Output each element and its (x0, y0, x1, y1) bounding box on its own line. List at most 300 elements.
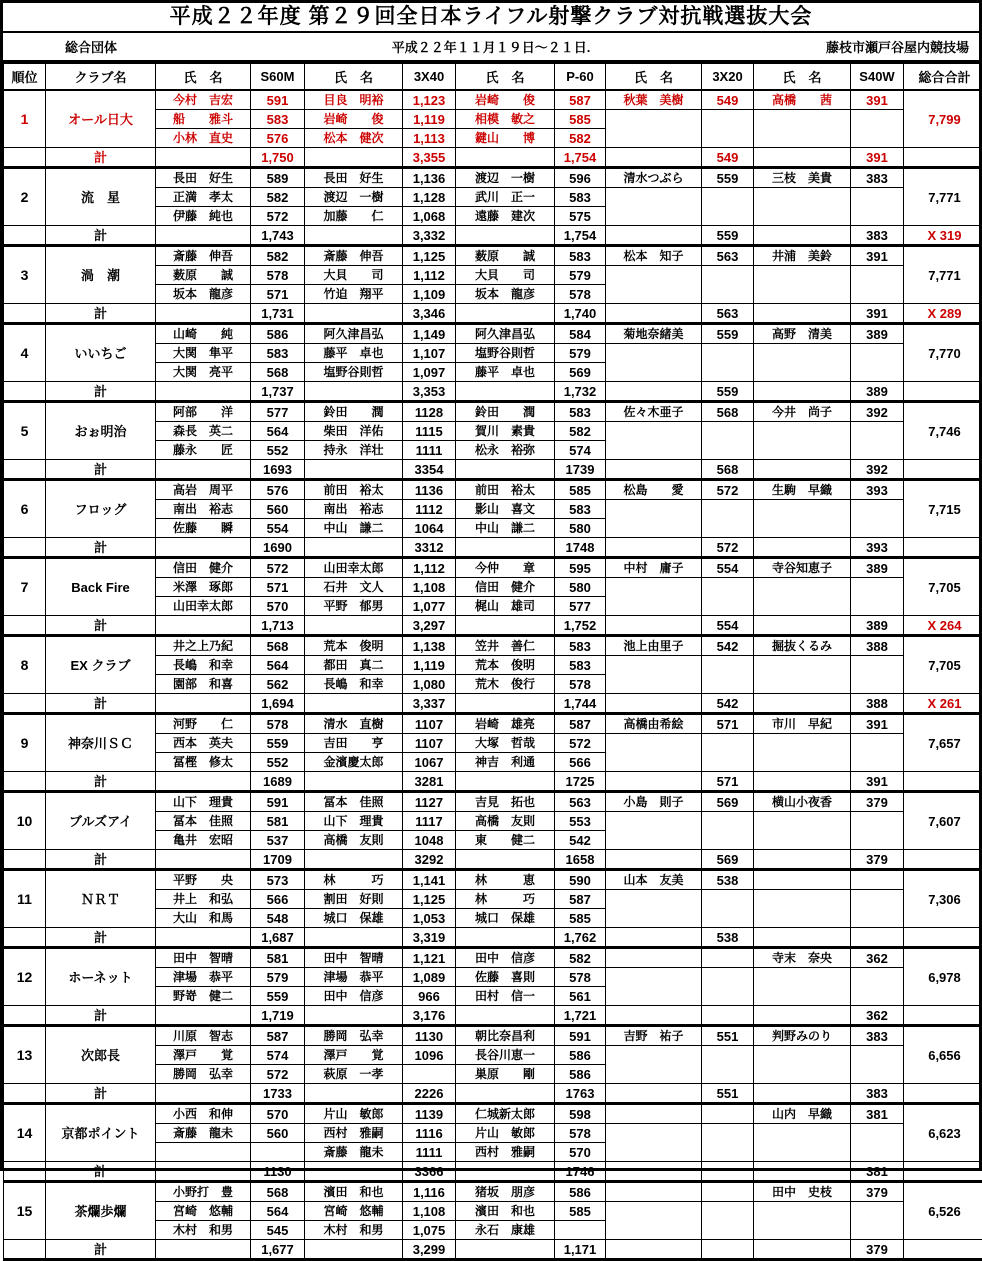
member-name-cell: 神吉 利通 (456, 753, 555, 772)
team-row (4, 558, 982, 578)
member-name-cell: 野嵜 健二 (156, 987, 251, 1006)
member-name-cell: 長嶋 和幸 (156, 656, 251, 675)
member-name-cell: 高橋 友則 (305, 831, 403, 850)
empty-score-cell (851, 500, 904, 538)
empty-name-cell (606, 422, 702, 460)
sum-spacer-cell (305, 928, 403, 948)
member-name-cell: 高橋 茜 (754, 90, 851, 110)
member-score-cell: 587 (251, 1026, 305, 1046)
sum-spacer-cell (456, 616, 555, 636)
sum-spacer-cell (156, 148, 251, 168)
club-name-cell: 渦 潮 (46, 246, 156, 304)
member-name-cell: 斎藤 龍未 (305, 1143, 403, 1162)
member-score-cell: 582 (251, 188, 305, 207)
member-score-cell: 1,136 (403, 168, 456, 188)
empty-name-cell (606, 344, 702, 382)
member-name-cell: 佐藤 喜則 (456, 968, 555, 987)
sum-score-cell: 1739 (555, 460, 606, 480)
grand-total-cell: 7,607 (904, 792, 982, 850)
empty-score-cell (851, 890, 904, 928)
empty-score-cell (702, 1202, 754, 1240)
team-sum-row (4, 460, 982, 480)
member-score-cell: 383 (851, 168, 904, 188)
sum-spacer-cell (305, 694, 403, 714)
sum-score-cell: 559 (702, 226, 754, 246)
sum-score-cell: 1763 (555, 1084, 606, 1104)
member-score-cell: 583 (555, 636, 606, 656)
sum-spacer-cell (606, 928, 702, 948)
member-score-cell: 362 (851, 948, 904, 968)
sum-spacer-cell (606, 616, 702, 636)
rank-spacer-cell (4, 1162, 46, 1182)
club-name-cell: 流 星 (46, 168, 156, 226)
sum-spacer-cell (754, 850, 851, 870)
member-score-cell: 578 (555, 968, 606, 987)
member-score-cell: 1,138 (403, 636, 456, 656)
member-name-cell: 大塚 哲哉 (456, 734, 555, 753)
member-score-cell: 579 (555, 266, 606, 285)
member-name-cell: 荒本 俊明 (305, 636, 403, 656)
empty-score-cell (702, 344, 754, 382)
sum-spacer-cell (456, 460, 555, 480)
member-name-cell: 井浦 美鈴 (754, 246, 851, 266)
member-score-cell: 1115 (403, 422, 456, 441)
member-name-cell: 阿久津昌弘 (456, 324, 555, 344)
empty-score-cell (851, 188, 904, 226)
member-name-cell: 岩崎 雄亮 (456, 714, 555, 734)
team-row (4, 1182, 982, 1202)
member-name-cell: 片山 敏郎 (305, 1104, 403, 1124)
empty-score-cell (851, 344, 904, 382)
sum-score-cell: 391 (851, 772, 904, 792)
member-score-cell: 585 (555, 110, 606, 129)
sum-label-cell: 計 (46, 1162, 156, 1182)
member-score-cell: 564 (251, 656, 305, 675)
member-name-cell: 市川 早紀 (754, 714, 851, 734)
team-sum-row (4, 304, 982, 324)
empty-name-cell (754, 266, 851, 304)
rank-cell: 13 (4, 1026, 46, 1084)
team-sum-row (4, 1006, 982, 1026)
member-score-cell: 568 (251, 1182, 305, 1202)
member-name-cell: 都田 真二 (305, 656, 403, 675)
empty-name-cell (754, 812, 851, 850)
sum-spacer-cell (456, 1084, 555, 1104)
member-name-cell: 竹迫 翔平 (305, 285, 403, 304)
empty-score-cell (702, 656, 754, 694)
sum-label-cell: 計 (46, 772, 156, 792)
sum-score-cell: 3312 (403, 538, 456, 558)
member-score-cell: 569 (702, 792, 754, 812)
member-score-cell: 554 (251, 519, 305, 538)
member-score-cell: 1,112 (403, 266, 456, 285)
empty-name-cell (754, 1124, 851, 1162)
member-name-cell: 井之上乃紀 (156, 636, 251, 656)
sum-spacer-cell (754, 304, 851, 324)
sum-score-cell: 1,713 (251, 616, 305, 636)
member-name-cell: 高橋 友則 (456, 812, 555, 831)
sum-spacer-cell (305, 850, 403, 870)
member-name-cell: 渡辺 一樹 (305, 188, 403, 207)
x-count-cell (904, 382, 982, 402)
sum-spacer-cell (456, 1006, 555, 1026)
sum-score-cell: 3,319 (403, 928, 456, 948)
member-name-cell: 吉見 拓也 (456, 792, 555, 812)
column-header-3x40: 3X40 (403, 63, 456, 90)
sum-score-cell: 1725 (555, 772, 606, 792)
member-name-cell: 坂本 龍彦 (456, 285, 555, 304)
member-name-cell: 長田 好生 (156, 168, 251, 188)
empty-name-cell (606, 500, 702, 538)
member-name-cell: 小林 直史 (156, 129, 251, 148)
member-score-cell: 583 (251, 344, 305, 363)
empty-name-cell (606, 1046, 702, 1084)
member-name-cell: 横山小夜香 (754, 792, 851, 812)
member-name-cell: 米澤 琢郎 (156, 578, 251, 597)
member-name-cell: 岩崎 俊 (305, 110, 403, 129)
sum-score-cell: 1,743 (251, 226, 305, 246)
club-name-cell: 茶爛歩爛 (46, 1182, 156, 1240)
empty-score-cell (702, 188, 754, 226)
empty-name-cell (606, 656, 702, 694)
member-score-cell: 577 (555, 597, 606, 616)
member-name-cell: 坂本 龍彦 (156, 285, 251, 304)
member-score-cell: 571 (251, 285, 305, 304)
member-score-cell: 560 (251, 1124, 305, 1143)
sum-score-cell: 3,297 (403, 616, 456, 636)
member-score-cell: 571 (251, 578, 305, 597)
sum-spacer-cell (456, 1162, 555, 1182)
sum-spacer-cell (456, 148, 555, 168)
sum-score-cell: 1,744 (555, 694, 606, 714)
member-score-cell: 566 (555, 753, 606, 772)
rank-cell: 6 (4, 480, 46, 538)
member-name-cell: 中山 謙二 (456, 519, 555, 538)
sum-spacer-cell (754, 1006, 851, 1026)
sum-score-cell: 393 (851, 538, 904, 558)
team-row (4, 168, 982, 188)
sum-spacer-cell (305, 1240, 403, 1260)
member-score-cell: 548 (251, 909, 305, 928)
rank-spacer-cell (4, 382, 46, 402)
member-score-cell: 379 (851, 1182, 904, 1202)
sum-spacer-cell (456, 850, 555, 870)
rank-cell: 7 (4, 558, 46, 616)
grand-total-cell: 7,746 (904, 402, 982, 460)
team-sum-row (4, 928, 982, 948)
sum-score-cell: 389 (851, 382, 904, 402)
empty-score-cell (851, 110, 904, 148)
member-name-cell: 冨本 佳照 (305, 792, 403, 812)
team-sum-row (4, 1240, 982, 1260)
event-date: 平成２２年１１月１９日～２１日. (263, 37, 719, 56)
column-header-name-2: 氏 名 (305, 63, 403, 90)
grand-total-cell: 7,705 (904, 636, 982, 694)
sum-score-cell: 563 (702, 304, 754, 324)
member-score-cell: 596 (555, 168, 606, 188)
member-name-cell: 濱田 和也 (456, 1202, 555, 1221)
empty-name-cell (754, 578, 851, 616)
empty-name-cell (606, 890, 702, 928)
member-name-cell: 佐々木亜子 (606, 402, 702, 422)
member-score-cell: 586 (555, 1182, 606, 1202)
sum-score-cell: 1,754 (555, 148, 606, 168)
rank-spacer-cell (4, 1240, 46, 1260)
empty-score-cell (851, 656, 904, 694)
member-score-cell: 1,149 (403, 324, 456, 344)
header-row (4, 63, 982, 90)
member-name-cell: 荒本 俊明 (456, 656, 555, 675)
member-score-cell (702, 1104, 754, 1124)
team-sum-row (4, 148, 982, 168)
team-sum-row (4, 772, 982, 792)
member-score-cell: 566 (251, 890, 305, 909)
sum-spacer-cell (606, 382, 702, 402)
member-name-cell: 澤戸 覚 (305, 1046, 403, 1065)
sum-score-cell: 379 (851, 850, 904, 870)
results-table-body (4, 90, 982, 1260)
x-count-cell (904, 1006, 982, 1026)
member-score-cell: 388 (851, 636, 904, 656)
member-score-cell: 583 (555, 188, 606, 207)
member-name-cell: 影山 喜文 (456, 500, 555, 519)
sum-spacer-cell (754, 460, 851, 480)
member-name-cell: 高橋由希絵 (606, 714, 702, 734)
member-name-cell: 藤平 卓也 (456, 363, 555, 382)
x-count-cell: X 264 (904, 616, 982, 636)
sum-spacer-cell (456, 304, 555, 324)
sum-score-cell: 1,762 (555, 928, 606, 948)
member-name-cell: 永石 康雄 (456, 1221, 555, 1240)
member-name-cell: 山崎 純 (156, 324, 251, 344)
sum-label-cell: 計 (46, 616, 156, 636)
sum-score-cell: 3,299 (403, 1240, 456, 1260)
sum-label-cell: 計 (46, 538, 156, 558)
member-score-cell: 561 (555, 987, 606, 1006)
sum-spacer-cell (754, 928, 851, 948)
member-score-cell (555, 1221, 606, 1240)
member-name-cell: 大関 亮平 (156, 363, 251, 382)
member-score-cell: 1,121 (403, 948, 456, 968)
member-score-cell: 1,053 (403, 909, 456, 928)
empty-score-cell (702, 1046, 754, 1084)
member-name-cell: 信田 健介 (156, 558, 251, 578)
club-name-cell: いいちご (46, 324, 156, 382)
member-name-cell: 林 巧 (305, 870, 403, 890)
empty-name-cell (754, 422, 851, 460)
member-score-cell: 393 (851, 480, 904, 500)
member-score-cell: 381 (851, 1104, 904, 1124)
member-score-cell: 564 (251, 1202, 305, 1221)
member-name-cell: 山田幸太郎 (156, 597, 251, 616)
member-name-cell: 高野 清美 (754, 324, 851, 344)
team-sum-row (4, 382, 982, 402)
member-name-cell: 冨樫 修太 (156, 753, 251, 772)
sum-score-cell: 1,754 (555, 226, 606, 246)
member-name-cell: 薮原 誠 (156, 266, 251, 285)
member-name-cell: 高岩 周平 (156, 480, 251, 500)
sum-score-cell: 568 (702, 460, 754, 480)
rank-spacer-cell (4, 616, 46, 636)
member-name-cell: 山田幸太郎 (305, 558, 403, 578)
member-score-cell: 587 (555, 90, 606, 110)
empty-name-cell (754, 110, 851, 148)
member-name-cell: 長嶋 和幸 (305, 675, 403, 694)
member-score-cell: 589 (251, 168, 305, 188)
member-name-cell: 梶山 雄司 (456, 597, 555, 616)
sum-label-cell: 計 (46, 148, 156, 168)
member-score-cell: 1096 (403, 1046, 456, 1065)
member-score-cell: 1136 (403, 480, 456, 500)
member-name-cell: 田中 信彦 (305, 987, 403, 1006)
sum-score-cell: 1693 (251, 460, 305, 480)
member-name-cell: 松島 愛 (606, 480, 702, 500)
member-name-cell: 判野みのり (754, 1026, 851, 1046)
sum-spacer-cell (754, 148, 851, 168)
sum-spacer-cell (156, 928, 251, 948)
sum-score-cell: 1689 (251, 772, 305, 792)
member-name-cell: 今村 吉宏 (156, 90, 251, 110)
sum-spacer-cell (606, 850, 702, 870)
sum-spacer-cell (606, 694, 702, 714)
team-row (4, 246, 982, 266)
member-score-cell: 586 (555, 1065, 606, 1084)
member-name-cell: 渡辺 一樹 (456, 168, 555, 188)
rank-cell: 9 (4, 714, 46, 772)
sum-spacer-cell (305, 226, 403, 246)
sum-label-cell: 計 (46, 694, 156, 714)
empty-score-cell (702, 500, 754, 538)
member-name-cell: 林 巧 (456, 890, 555, 909)
sum-score-cell: 569 (702, 850, 754, 870)
sum-score-cell: 1,719 (251, 1006, 305, 1026)
member-score-cell: 572 (702, 480, 754, 500)
grand-total-cell: 7,705 (904, 558, 982, 616)
sum-score-cell: 1,677 (251, 1240, 305, 1260)
member-score-cell: 562 (251, 675, 305, 694)
member-score-cell: 1139 (403, 1104, 456, 1124)
member-score-cell: 1048 (403, 831, 456, 850)
sub-header (3, 33, 979, 62)
member-name-cell: 佐藤 瞬 (156, 519, 251, 538)
sum-label-cell: 計 (46, 1240, 156, 1260)
member-score-cell: 572 (251, 1065, 305, 1084)
member-score-cell: 583 (555, 500, 606, 519)
empty-name-cell (754, 656, 851, 694)
member-score-cell: 1,097 (403, 363, 456, 382)
sum-spacer-cell (156, 850, 251, 870)
sum-score-cell: 1,750 (251, 148, 305, 168)
member-score-cell: 554 (702, 558, 754, 578)
sum-label-cell: 計 (46, 382, 156, 402)
member-score-cell: 570 (251, 597, 305, 616)
member-score-cell: 560 (251, 500, 305, 519)
sum-score-cell: 1746 (555, 1162, 606, 1182)
rank-spacer-cell (4, 148, 46, 168)
member-score-cell: 551 (702, 1026, 754, 1046)
member-score-cell: 578 (555, 285, 606, 304)
member-score-cell: 966 (403, 987, 456, 1006)
rank-spacer-cell (4, 460, 46, 480)
member-name-cell: 柴田 洋佑 (305, 422, 403, 441)
empty-name-cell (606, 578, 702, 616)
grand-total-cell: 7,770 (904, 324, 982, 382)
empty-score-cell (702, 578, 754, 616)
member-name-cell: 勝岡 弘幸 (305, 1026, 403, 1046)
member-name-cell: 南出 裕志 (305, 500, 403, 519)
member-score-cell: 583 (555, 656, 606, 675)
sum-spacer-cell (305, 616, 403, 636)
x-count-cell (904, 772, 982, 792)
rank-spacer-cell (4, 928, 46, 948)
sum-spacer-cell (754, 694, 851, 714)
x-count-cell (904, 460, 982, 480)
member-score-cell: 568 (251, 363, 305, 382)
member-name-cell: 吉野 祐子 (606, 1026, 702, 1046)
sum-score-cell: 572 (702, 538, 754, 558)
member-name-cell: 鈴田 潤 (456, 402, 555, 422)
rank-cell: 2 (4, 168, 46, 226)
member-score-cell: 580 (555, 578, 606, 597)
member-name-cell: 塩野谷則哲 (305, 363, 403, 382)
member-score-cell: 579 (251, 968, 305, 987)
member-score-cell: 563 (555, 792, 606, 812)
member-name-cell: 猪坂 朋彦 (456, 1182, 555, 1202)
empty-score-cell (702, 266, 754, 304)
rank-cell: 10 (4, 792, 46, 850)
sum-spacer-cell (606, 772, 702, 792)
sum-score-cell: 3,353 (403, 382, 456, 402)
team-sum-row (4, 1162, 982, 1182)
sum-spacer-cell (305, 460, 403, 480)
member-name-cell: 西本 英夫 (156, 734, 251, 753)
member-name-cell: 中山 謙二 (305, 519, 403, 538)
sum-score-cell: 1,732 (555, 382, 606, 402)
member-score-cell: 552 (251, 441, 305, 460)
sum-spacer-cell (156, 772, 251, 792)
member-name-cell: 賀川 素貴 (456, 422, 555, 441)
empty-name-cell (606, 266, 702, 304)
member-name-cell: 田中 智晴 (305, 948, 403, 968)
sum-spacer-cell (305, 1162, 403, 1182)
member-score-cell: 1,113 (403, 129, 456, 148)
member-name-cell: 石井 文人 (305, 578, 403, 597)
sum-score-cell: 1,171 (555, 1240, 606, 1260)
member-score-cell: 572 (251, 207, 305, 226)
sum-label-cell: 計 (46, 850, 156, 870)
team-sum-row (4, 694, 982, 714)
member-score-cell: 1,109 (403, 285, 456, 304)
rank-cell: 14 (4, 1104, 46, 1162)
member-name-cell: 朝比奈昌利 (456, 1026, 555, 1046)
member-score-cell: 1,125 (403, 246, 456, 266)
member-name-cell: 亀井 宏昭 (156, 831, 251, 850)
sum-score-cell (702, 1006, 754, 1026)
member-name-cell: 武川 正一 (456, 188, 555, 207)
sum-spacer-cell (156, 460, 251, 480)
x-count-cell (904, 1240, 982, 1260)
member-score-cell: 559 (702, 324, 754, 344)
member-name-cell: 井上 和弘 (156, 890, 251, 909)
member-name-cell: 生駒 早織 (754, 480, 851, 500)
member-name-cell: 平野 郁男 (305, 597, 403, 616)
member-score-cell: 586 (555, 1046, 606, 1065)
member-name-cell: 大貝 司 (305, 266, 403, 285)
member-name-cell: 斎藤 伸吾 (305, 246, 403, 266)
member-name-cell: 目良 明裕 (305, 90, 403, 110)
sum-label-cell: 計 (46, 1084, 156, 1104)
member-score-cell: 391 (851, 246, 904, 266)
